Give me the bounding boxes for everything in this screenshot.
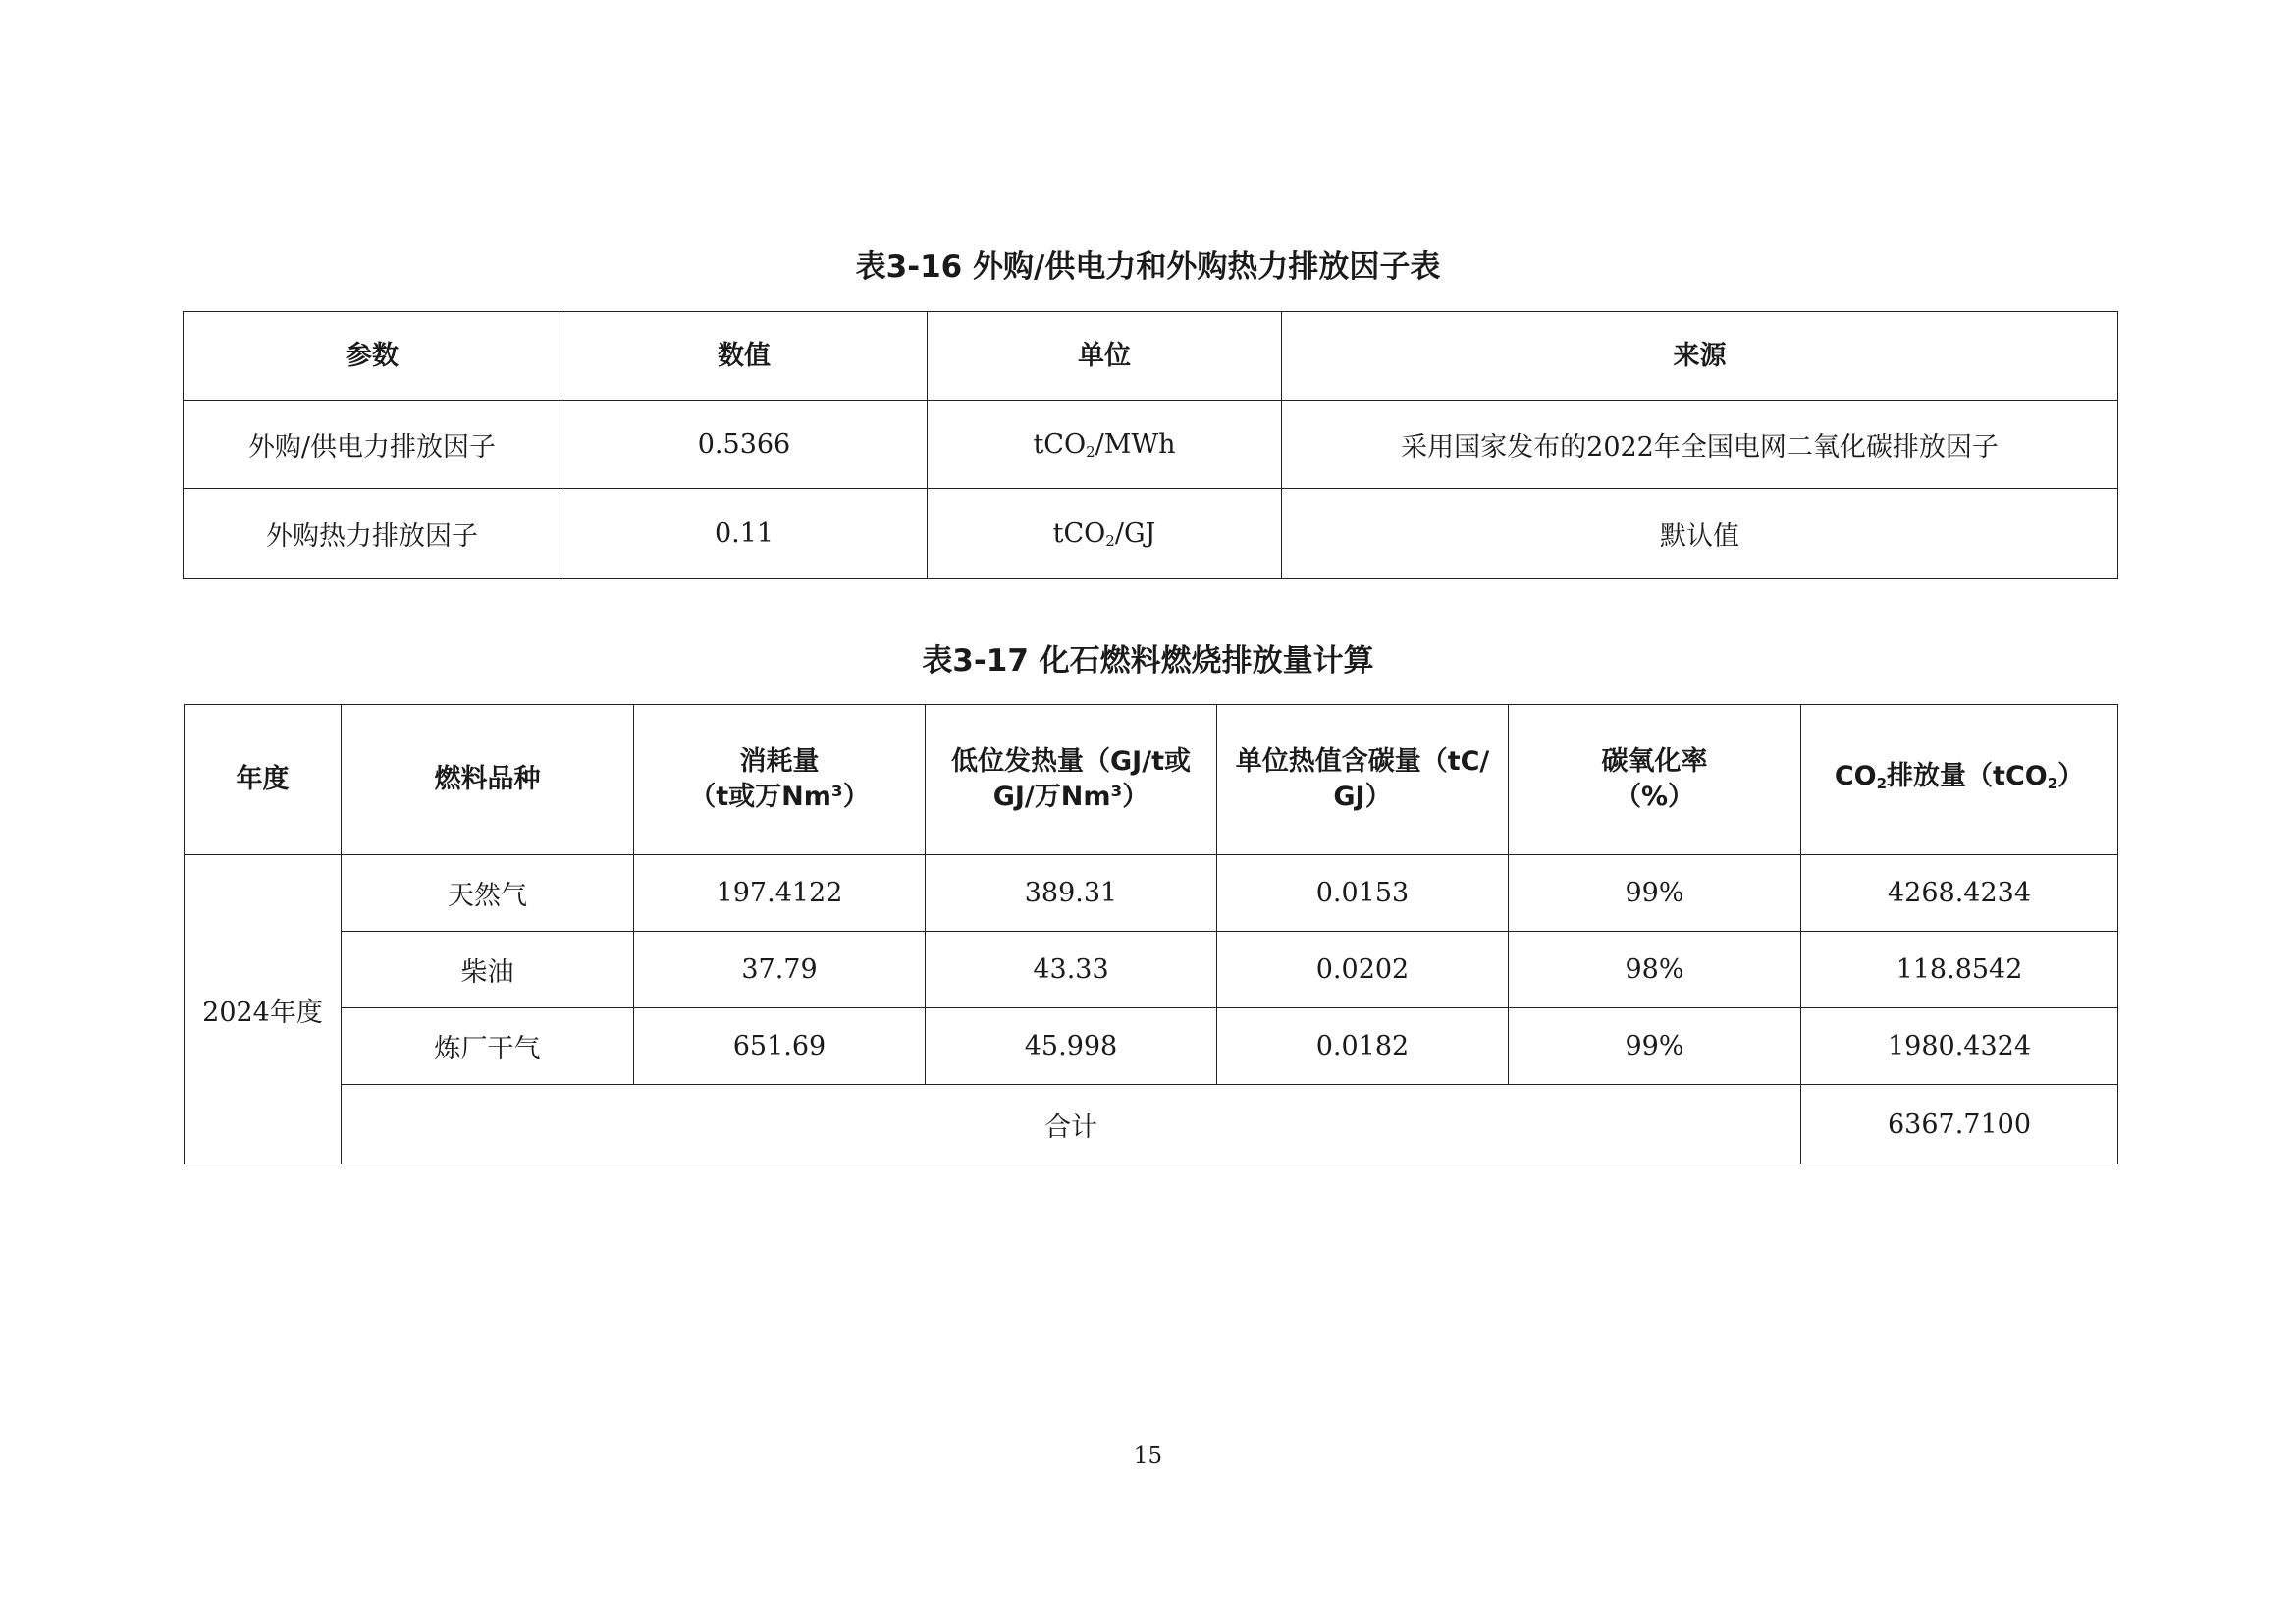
cell-param: 外购/供电力排放因子 [184,401,561,489]
cell-fuel: 柴油 [342,932,634,1008]
table-header-row [184,312,2118,401]
cell-fuel: 天然气 [342,855,634,932]
cell-param: 外购热力排放因子 [184,489,561,579]
cell-emission: 118.8542 [1801,932,2118,1008]
header-year: 年度 [185,705,342,855]
header-consumption: 消耗量 （t或万Nm³） [634,705,926,855]
emission-factor-table [183,311,2118,579]
table-row [185,855,2118,932]
table-header-row [185,705,2118,855]
total-label: 合计 [342,1085,1801,1164]
header-emission: $CO_2$排放量（tCO$_2$） [1801,705,2118,855]
cell-unit: tCO$_2$/MWh [928,401,1282,489]
cell-oxidation-rate: 98% [1509,932,1801,1008]
cell-oxidation-rate: 99% [1509,1008,1801,1085]
cell-ncv: 389.31 [926,855,1217,932]
cell-fuel: 炼厂干气 [342,1008,634,1085]
cell-value: 0.5366 [561,401,928,489]
header-carbon-content: 单位热值含碳量（tC/ GJ） [1217,705,1509,855]
cell-source: 采用国家发布的2022年全国电网二氧化碳排放因子 [1282,401,2118,489]
cell-consumption: 197.4122 [634,855,926,932]
cell-emission: 4268.4234 [1801,855,2118,932]
table-row [184,401,2118,489]
table2-caption: 表3-17 化石燃料燃烧排放量计算 [922,643,1374,678]
header-value: 数值 [561,312,928,401]
cell-year: 2024年度 [185,855,342,1164]
table1-caption: 表3-16 外购/供电力和外购热力排放因子表 [855,249,1441,285]
header-oxidation-rate: 碳氧化率 （%） [1509,705,1801,855]
header-unit: 单位 [928,312,1282,401]
total-value: 6367.7100 [1801,1085,2118,1164]
table-row [185,932,2118,1008]
cell-carbon-content: 0.0202 [1217,932,1509,1008]
cell-oxidation-rate: 99% [1509,855,1801,932]
fuel-combustion-table [184,704,2118,1164]
header-fuel: 燃料品种 [342,705,634,855]
cell-unit: tCO$_2$/GJ [928,489,1282,579]
cell-emission: 1980.4324 [1801,1008,2118,1085]
total-row [185,1085,2118,1164]
cell-carbon-content: 0.0182 [1217,1008,1509,1085]
table-row [184,489,2118,579]
header-ncv: 低位发热量（GJ/t或 GJ/万Nm³） [926,705,1217,855]
cell-consumption: 37.79 [634,932,926,1008]
cell-ncv: 43.33 [926,932,1217,1008]
cell-value: 0.11 [561,489,928,579]
cell-carbon-content: 0.0153 [1217,855,1509,932]
cell-consumption: 651.69 [634,1008,926,1085]
header-source: 来源 [1282,312,2118,401]
table-row [185,1008,2118,1085]
header-param: 参数 [184,312,561,401]
cell-ncv: 45.998 [926,1008,1217,1085]
page-number: 15 [1133,1443,1163,1469]
cell-source: 默认值 [1282,489,2118,579]
